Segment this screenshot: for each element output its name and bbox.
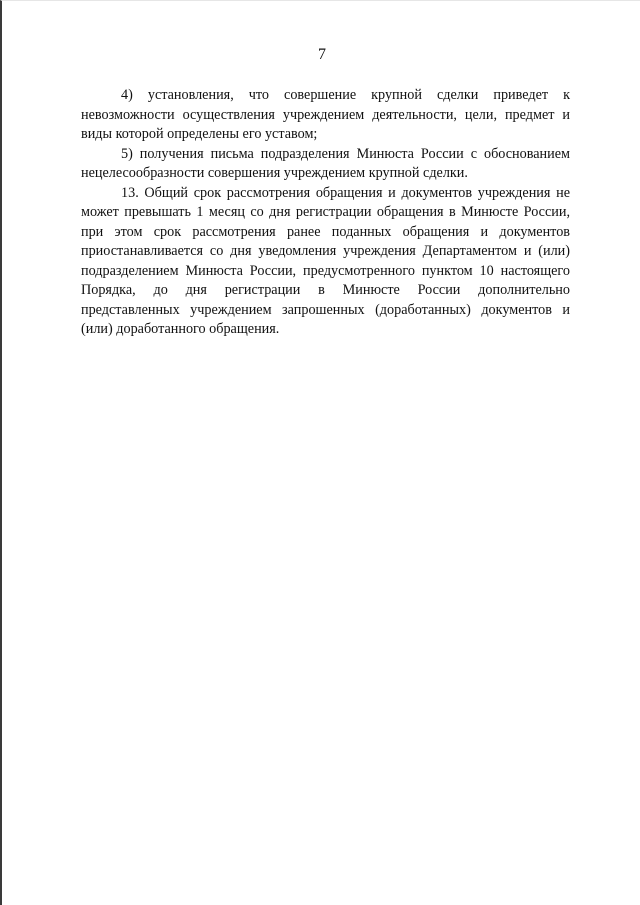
paragraph-13: 13. Общий срок рассмотрения обращения и документов учреждения не может превышать 1 месяц со дня регистрации обращения в Минюсте России, при этом срок рассмотрения ранее поданных обращения и документов приостанавливается со дня уведомления учреждения Департаментом и (или) подразделением Минюста России, предусмотренного пунктом 10 настоящего Порядка, до дня регистрации в Минюсте России дополнительно представленных учреждением запрошенных (доработанных) документов и (или) доработанного обращения.: [81, 184, 570, 337]
document-body: [81, 86, 570, 340]
paragraph-item-5: 5) получения письма подразделения Минюста России с обоснованием нецелесообразности совершения учреждением крупной сделки.: [81, 145, 570, 181]
paragraph-item-4: 4) установления, что совершение крупной сделки приведет к невозможности осуществления учреждением деятельности, цели, предмет и виды которой определены его уставом;: [81, 87, 570, 142]
page-number: 7: [318, 46, 326, 63]
